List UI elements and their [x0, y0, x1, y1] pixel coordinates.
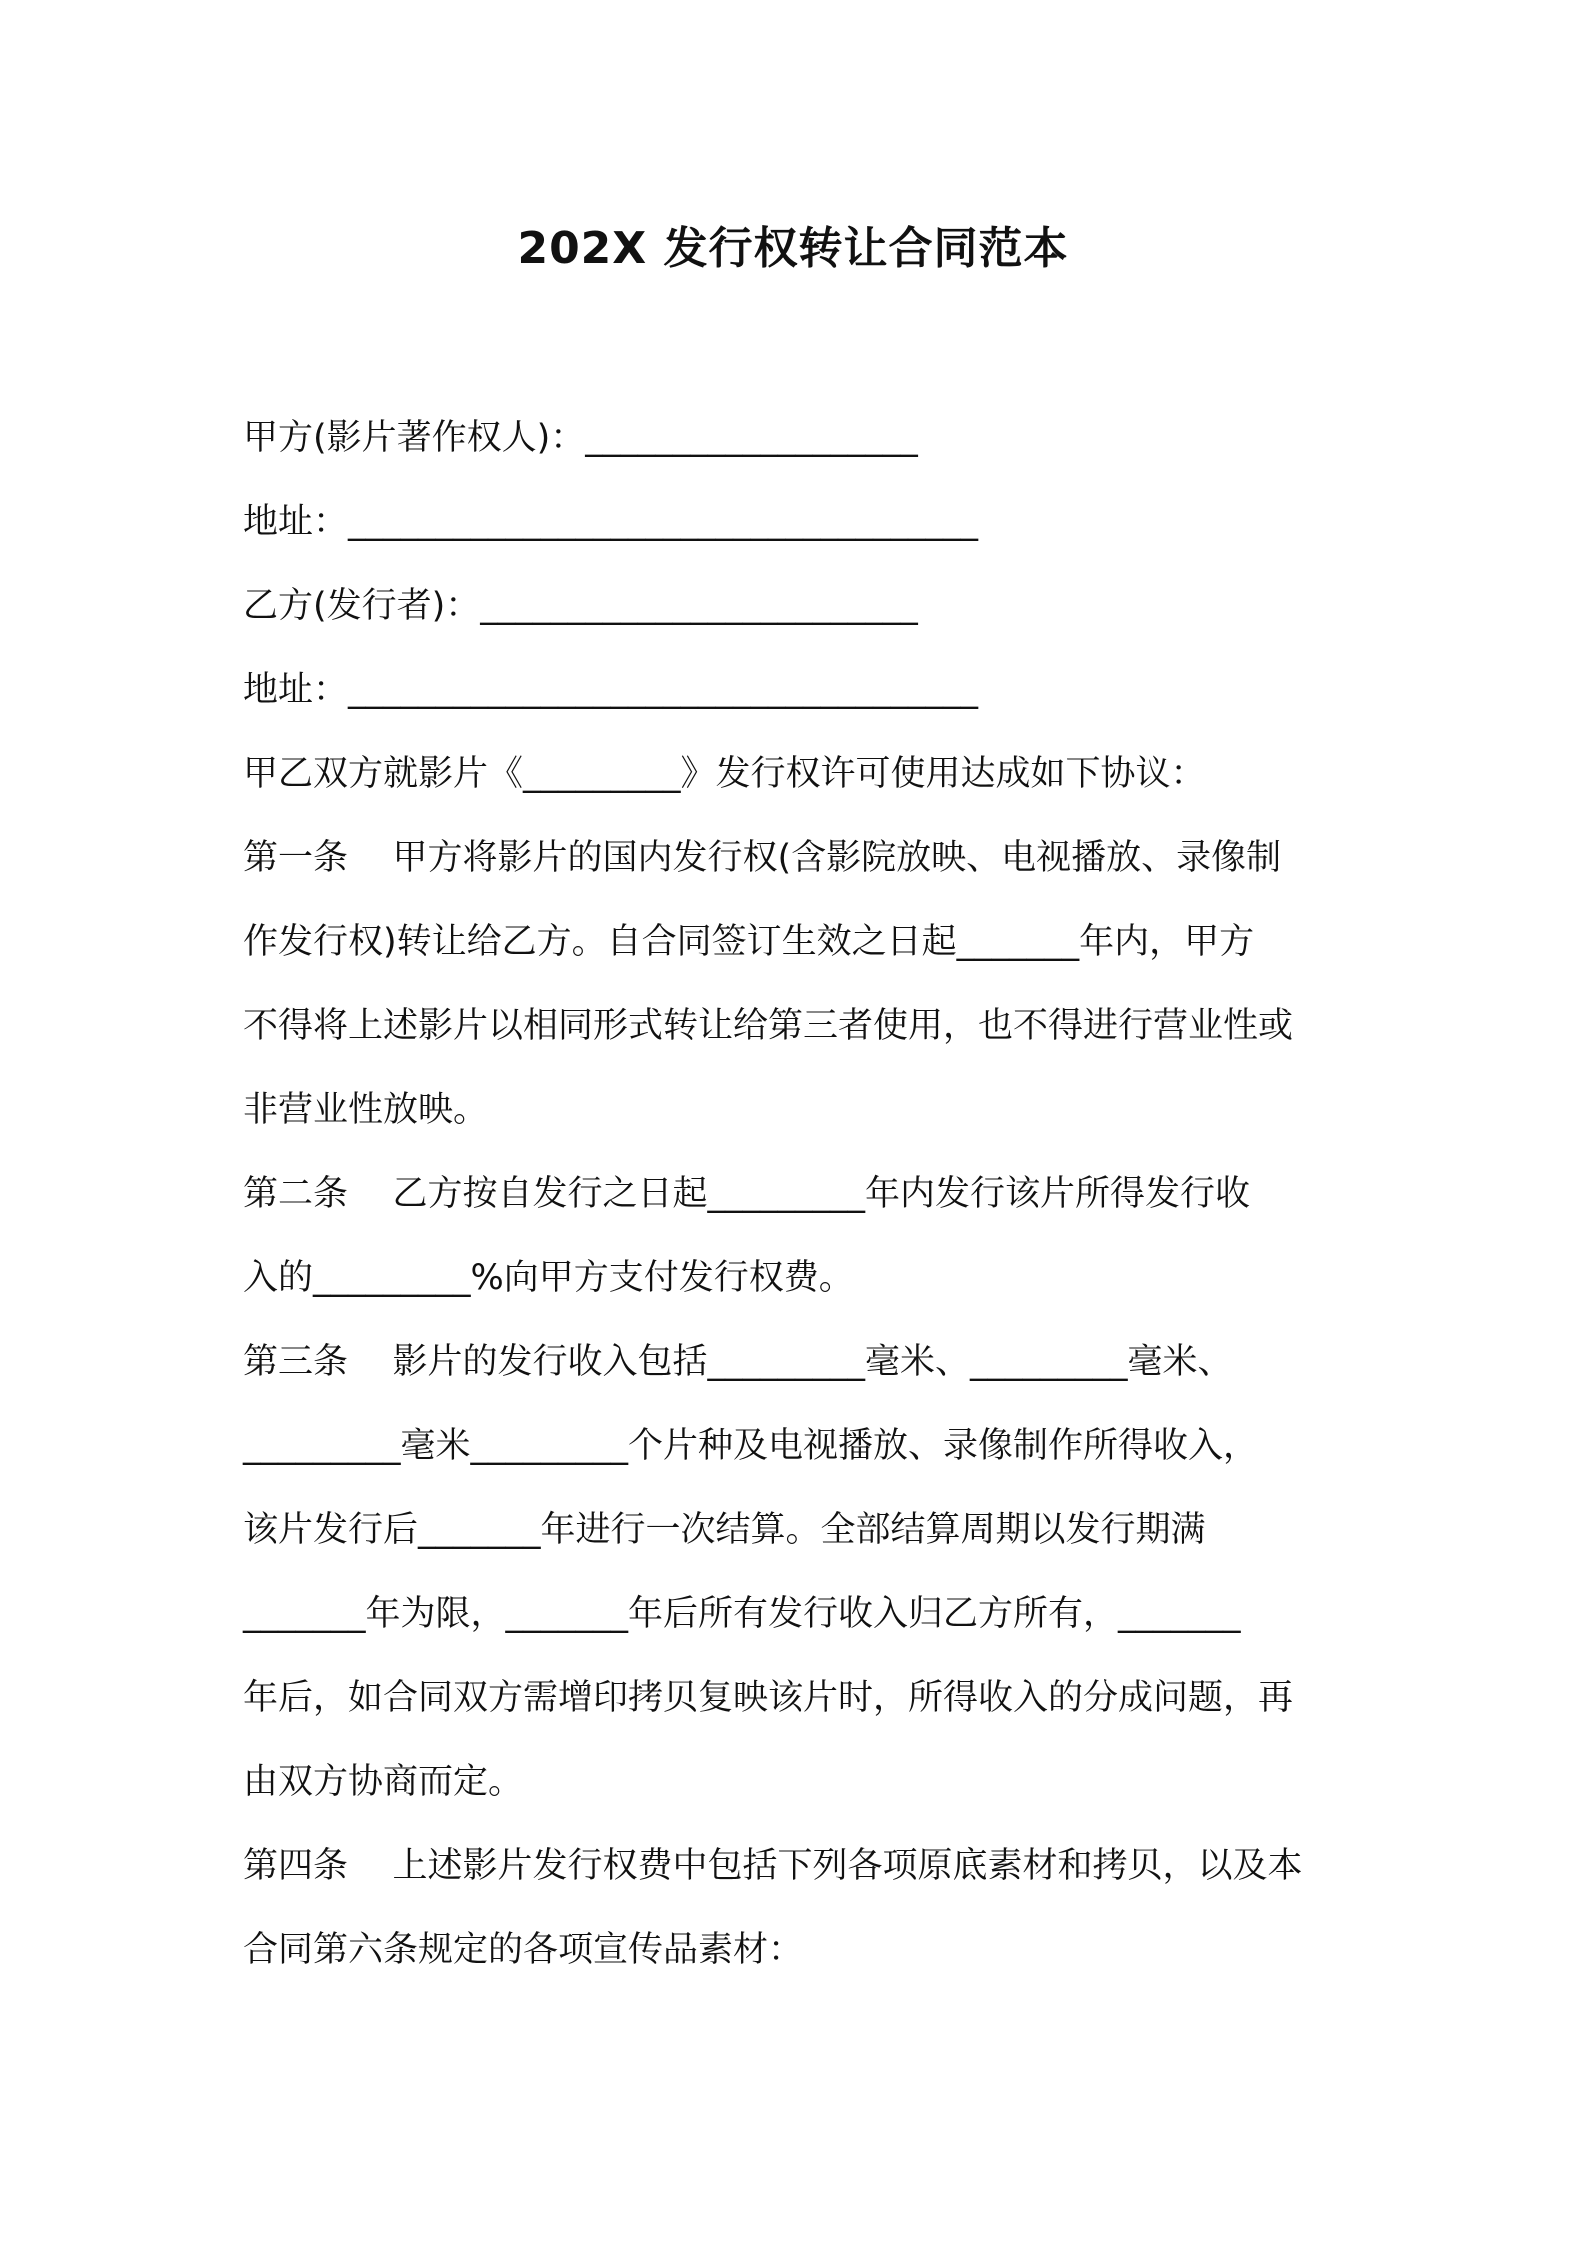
agreement-intro-line: 甲乙双方就影片《_________》发行权许可使用达成如下协议：	[243, 754, 1206, 794]
article-1-line-3: 不得将上述影片以相同形式转让给第三者使用，也不得进行营业性或	[243, 1006, 1294, 1046]
party-b-address-line: 地址：____________________________________	[243, 670, 979, 710]
document-title: 202X 发行权转让合同范本	[517, 223, 1069, 274]
article-3-line-4: _______年为限，_______年后所有发行收入归乙方所有，_______	[243, 1594, 1241, 1634]
article-3-line-3: 该片发行后_______年进行一次结算。全部结算周期以发行期满	[243, 1510, 1206, 1550]
article-1-line-2: 作发行权)转让给乙方。自合同签订生效之日起_______年内，甲方	[243, 922, 1255, 962]
article-3-line-6: 由双方协商而定。	[243, 1762, 524, 1802]
article-2-line-1: 第二条 乙方按自发行之日起_________年内发行该片所得发行收	[243, 1174, 1251, 1214]
article-1-line-1: 第一条 甲方将影片的国内发行权(含影院放映、电视播放、录像制	[243, 838, 1282, 878]
article-3-line-1: 第三条 影片的发行收入包括_________毫米、_________毫米、	[243, 1342, 1233, 1382]
article-4-line-2: 合同第六条规定的各项宣传品素材：	[243, 1930, 804, 1970]
party-a-address-line: 地址：____________________________________	[243, 502, 979, 542]
party-a-line: 甲方(影片著作权人)：___________________	[243, 418, 918, 458]
party-b-line: 乙方(发行者)：_________________________	[243, 586, 918, 626]
article-2-line-2: 入的_________%向甲方支付发行权费。	[243, 1258, 854, 1298]
article-3-line-5: 年后，如合同双方需增印拷贝复映该片时，所得收入的分成问题，再	[243, 1678, 1294, 1718]
article-3-line-2: _________毫米_________个片种及电视播放、录像制作所得收入，	[243, 1426, 1259, 1466]
article-4-line-1: 第四条 上述影片发行权费中包括下列各项原底素材和拷贝，以及本	[243, 1846, 1303, 1886]
article-1-line-4: 非营业性放映。	[243, 1090, 489, 1130]
